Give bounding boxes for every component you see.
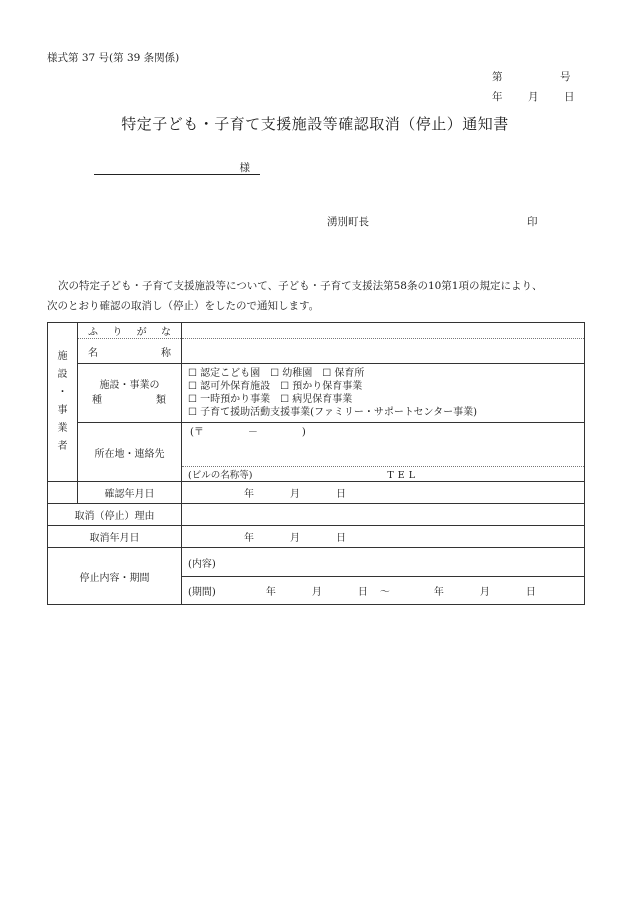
doc-number-suffix: 号	[560, 71, 571, 83]
issue-date-year: 年	[492, 91, 503, 103]
address-contact-label: 所在地・連絡先	[78, 423, 182, 482]
building-name-label: (ビルの名称等)	[188, 470, 253, 481]
period-label: (期間)	[188, 587, 216, 598]
notice-form-table	[47, 322, 585, 605]
cancellation-date-label: 取消年月日	[48, 526, 182, 548]
seal-mark: 印	[527, 216, 538, 228]
doc-number-prefix: 第	[492, 71, 503, 83]
furigana-label: ふりがな	[78, 323, 182, 339]
building-tel-field[interactable]	[182, 467, 585, 482]
cancellation-date-field[interactable]: 年 月 日	[182, 526, 585, 548]
postal-code-field[interactable]: (〒 － )	[182, 423, 585, 467]
addressee-line[interactable]	[94, 160, 260, 175]
suspension-content-period-label: 停止内容・期間	[48, 548, 182, 605]
name-label: 名称	[78, 339, 182, 364]
issuer-name: 湧別町長	[327, 216, 369, 228]
cancellation-reason-field[interactable]	[182, 504, 585, 526]
intro-line-1: 次の特定子ども・子育て支援施設等について、子ども・子育て支援法第58条の10第1項の規定により、	[58, 280, 543, 292]
furigana-field[interactable]	[182, 323, 585, 339]
cancellation-reason-label: 取消（停止）理由	[48, 504, 182, 526]
intro-text	[47, 276, 587, 316]
confirmation-date-field[interactable]: 年 月 日	[182, 482, 585, 504]
issue-date-month: 月	[528, 91, 539, 103]
suspension-content-field[interactable]	[182, 548, 585, 577]
addressee-suffix: 様	[239, 162, 250, 174]
document-title: 特定子ども・子育て支援施設等確認取消（停止）通知書	[121, 115, 509, 133]
type-option-row[interactable]: ☐ 子育て援助活動支援事業(ファミリー・サポートセンター事業)	[188, 407, 478, 418]
name-field[interactable]	[182, 339, 585, 364]
type-option-row[interactable]: ☐ 認定こども園 ☐ 幼稚園 ☐ 保育所	[188, 368, 365, 379]
issue-date-day: 日	[564, 91, 575, 103]
type-option-row[interactable]: ☐ 認可外保育施設 ☐ 預かり保育事業	[188, 381, 363, 392]
content-label: (内容)	[188, 558, 216, 570]
type-option-row[interactable]: ☐ 一時預かり事業 ☐ 病児保育事業	[188, 394, 353, 405]
form-number: 様式第 37 号(第 39 条関係)	[47, 52, 180, 64]
intro-line-2: 次のとおり確認の取消し（停止）をしたので通知します。	[47, 300, 320, 312]
facility-type-options[interactable]	[182, 364, 585, 423]
facility-operator-label: 施 設 ・ 事 業 者	[48, 323, 78, 482]
tel-label: TEL	[387, 470, 420, 481]
confirmation-date-label: 確認年月日	[78, 482, 182, 504]
facility-type-label: 施設・事業の 種 類	[78, 364, 182, 423]
suspension-period-field[interactable]: (期間) 年 月 日 ～ 年 月 日	[182, 577, 585, 605]
